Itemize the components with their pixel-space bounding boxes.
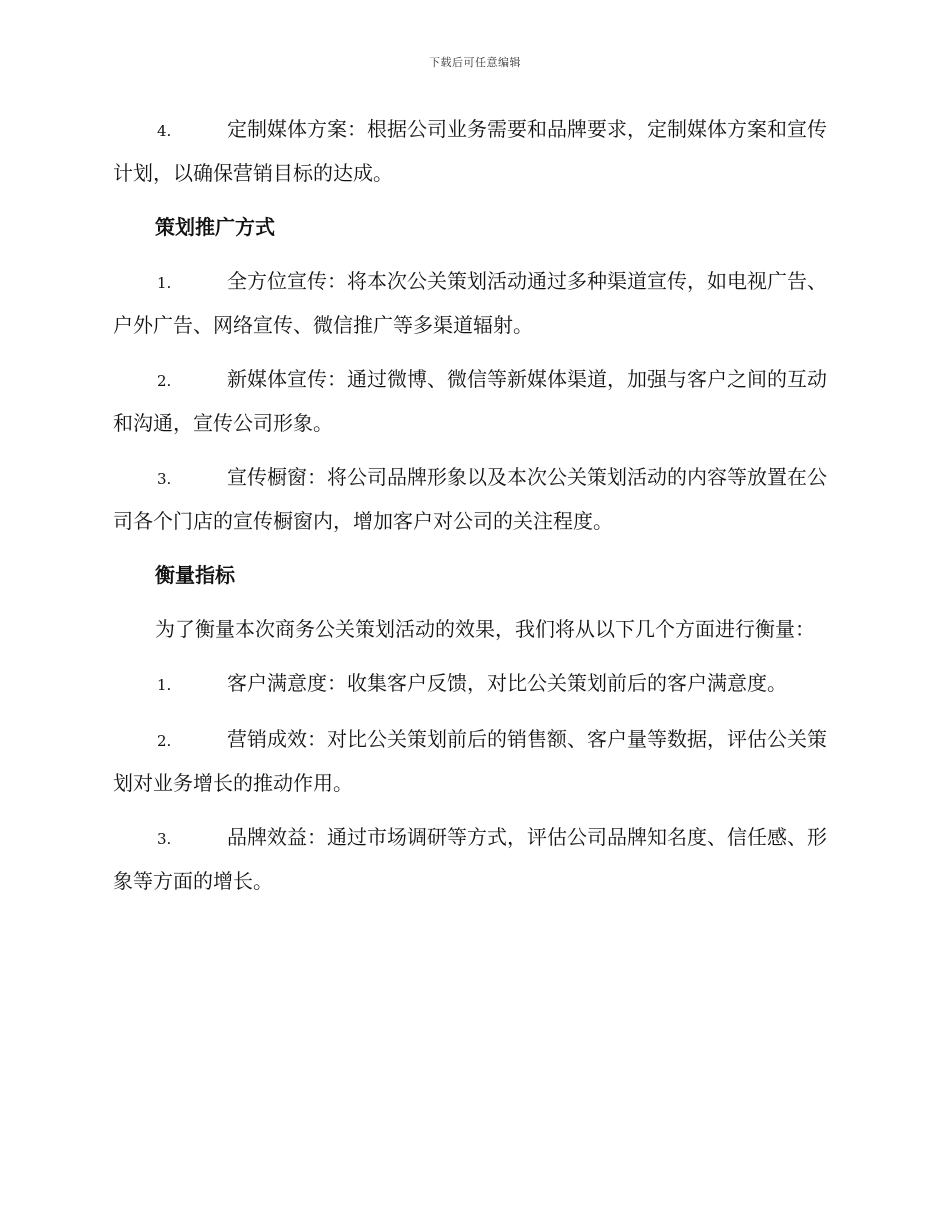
document-body bbox=[113, 108, 835, 914]
list-item bbox=[113, 456, 835, 542]
list-item-text: 品牌效益：通过市场调研等方式，评估公司品牌知名度、信任感、形象等方面的增长。 bbox=[113, 825, 827, 893]
list-item bbox=[113, 358, 835, 444]
metrics-intro-paragraph: 为了衡量本次商务公关策划活动的效果，我们将从以下几个方面进行衡量： bbox=[155, 617, 815, 641]
list-number: 4. bbox=[157, 122, 172, 140]
list-item bbox=[113, 662, 835, 706]
list-number: 2. bbox=[157, 732, 172, 750]
list-number: 3. bbox=[157, 470, 172, 488]
list-item-text: 客户满意度：收集客户反馈，对比公关策划前后的客户满意度。 bbox=[227, 671, 787, 695]
list-item bbox=[113, 718, 835, 804]
section-heading-metrics: 衡量指标 bbox=[155, 563, 235, 587]
list-number: 3. bbox=[157, 830, 172, 848]
list-item-text: 营销成效：对比公关策划前后的销售额、客户量等数据，评估公关策划对业务增长的推动作用。 bbox=[113, 727, 827, 795]
list-item-text: 宣传橱窗：将公司品牌形象以及本次公关策划活动的内容等放置在公司各个门店的宣传橱窗内，增加客户对公司的关注程度。 bbox=[113, 465, 827, 533]
list-item bbox=[113, 260, 835, 346]
section-heading-promotion: 策划推广方式 bbox=[155, 215, 275, 239]
list-item-text: 定制媒体方案：根据公司业务需要和品牌要求，定制媒体方案和宣传计划，以确保营销目标的达成。 bbox=[113, 117, 827, 185]
page-header: 下载后可任意编辑 bbox=[429, 56, 521, 69]
list-number: 1. bbox=[157, 274, 172, 292]
list-item-text: 新媒体宣传：通过微博、微信等新媒体渠道，加强与客户之间的互动和沟通，宣传公司形象。 bbox=[113, 367, 827, 435]
list-item-text: 全方位宣传：将本次公关策划活动通过多种渠道宣传，如电视广告、户外广告、网络宣传、微信推广等多渠道辐射。 bbox=[113, 269, 827, 337]
list-number: 1. bbox=[157, 676, 172, 694]
list-number: 2. bbox=[157, 372, 172, 390]
list-item bbox=[113, 816, 835, 902]
list-item-media-plan bbox=[113, 108, 835, 194]
